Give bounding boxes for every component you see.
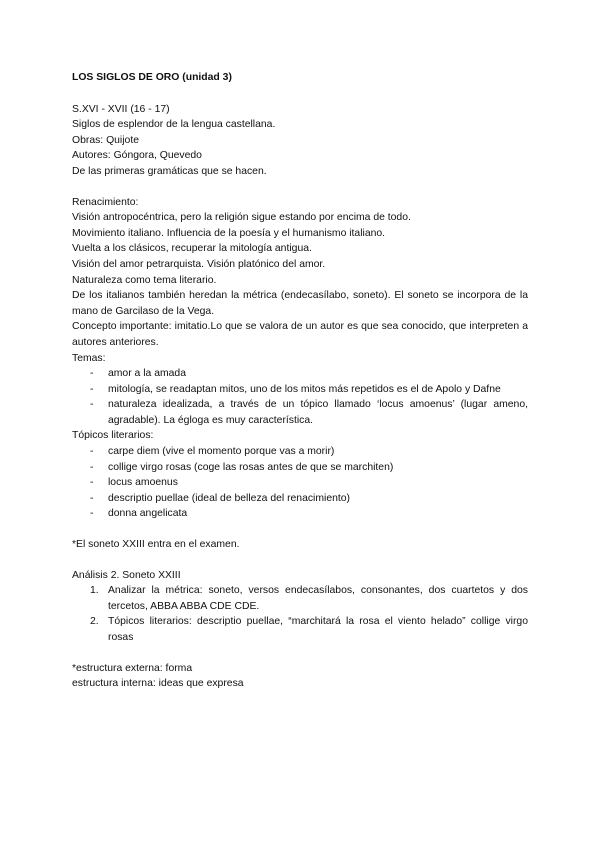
list-item: - carpe diem (vive el momento porque vas a morir): [72, 444, 528, 460]
temas-list: [72, 366, 528, 428]
list-item-text: Analizar la métrica: soneto, versos endecasílabos, consonantes, dos cuartetos y dos tercetos, ABBA ABBA CDE CDE.: [108, 585, 528, 612]
renacimiento-line: Movimiento italiano. Influencia de la poesía y el humanismo italiano.: [72, 227, 386, 239]
analisis-heading: Análisis 2. Soneto XXIII: [72, 569, 181, 581]
intro-line: Siglos de esplendor de la lengua castellana.: [72, 119, 276, 131]
document-title: LOS SIGLOS DE ORO (unidad 3): [72, 72, 232, 83]
list-number: 2.: [90, 616, 99, 628]
renacimiento-line: Visión del amor petrarquista. Visión platónico del amor.: [72, 258, 326, 270]
temas-label: Temas:: [72, 352, 106, 364]
analisis-list: [72, 583, 528, 645]
analisis-section: [72, 568, 528, 646]
list-item-text: Tópicos literarios: descriptio puellae, “marchitará la rosa el viento helado” collige virgo rosas: [108, 616, 528, 643]
renacimiento-line: De los italianos también heredan la métrica (endecasílabo, soneto). El soneto se incorpora de la mano de Garcilaso de la Vega.: [72, 290, 528, 317]
list-number: 1.: [90, 585, 99, 597]
list-item: - descriptio puellae (ideal de belleza del renacimiento): [72, 491, 528, 507]
exam-note-section: [72, 537, 528, 553]
renacimiento-heading: Renacimiento:: [72, 196, 139, 208]
list-item: - mitología, se readaptan mitos, uno de los mitos más repetidos es el de Apolo y Dafne: [72, 382, 528, 398]
list-item: - donna angelicata: [72, 506, 528, 522]
list-item: - locus amoenus: [72, 475, 528, 491]
renacimiento-line: Concepto importante: imitatio.Lo que se valora de un autor es que sea conocido, que interpreten a autores anteriores.: [72, 321, 528, 348]
document-content: [72, 70, 528, 707]
topicos-label: Tópicos literarios:: [72, 430, 154, 442]
list-item: - collige virgo rosas (coge las rosas antes de que se marchiten): [72, 460, 528, 476]
topicos-list: [72, 444, 528, 522]
intro-line: Autores: Góngora, Quevedo: [72, 150, 202, 162]
list-item: [72, 614, 528, 645]
renacimiento-line: Visión antropocéntrica, pero la religión sigue estando por encima de todo.: [72, 212, 411, 224]
estructura-interna: estructura interna: ideas que expresa: [72, 678, 244, 690]
estructura-externa: *estructura externa: forma: [72, 662, 193, 674]
renacimiento-line: Vuelta a los clásicos, recuperar la mitología antigua.: [72, 243, 312, 255]
intro-line: S.XVI - XVII (16 - 17): [72, 103, 170, 115]
renacimiento-section: [72, 195, 528, 522]
estructura-section: [72, 661, 528, 692]
intro-section: [72, 102, 528, 180]
list-item: - amor a la amada: [72, 366, 528, 382]
list-item: - naturaleza idealizada, a través de un tópico llamado ‘locus amoenus’ (lugar ameno, agradable). La égloga es muy característica.: [72, 397, 528, 428]
intro-line: De las primeras gramáticas que se hacen.: [72, 165, 267, 177]
list-item: [72, 583, 528, 614]
intro-line: Obras: Quijote: [72, 134, 139, 146]
renacimiento-line: Naturaleza como tema literario.: [72, 274, 217, 286]
exam-note: *El soneto XXIII entra en el examen.: [72, 539, 240, 551]
